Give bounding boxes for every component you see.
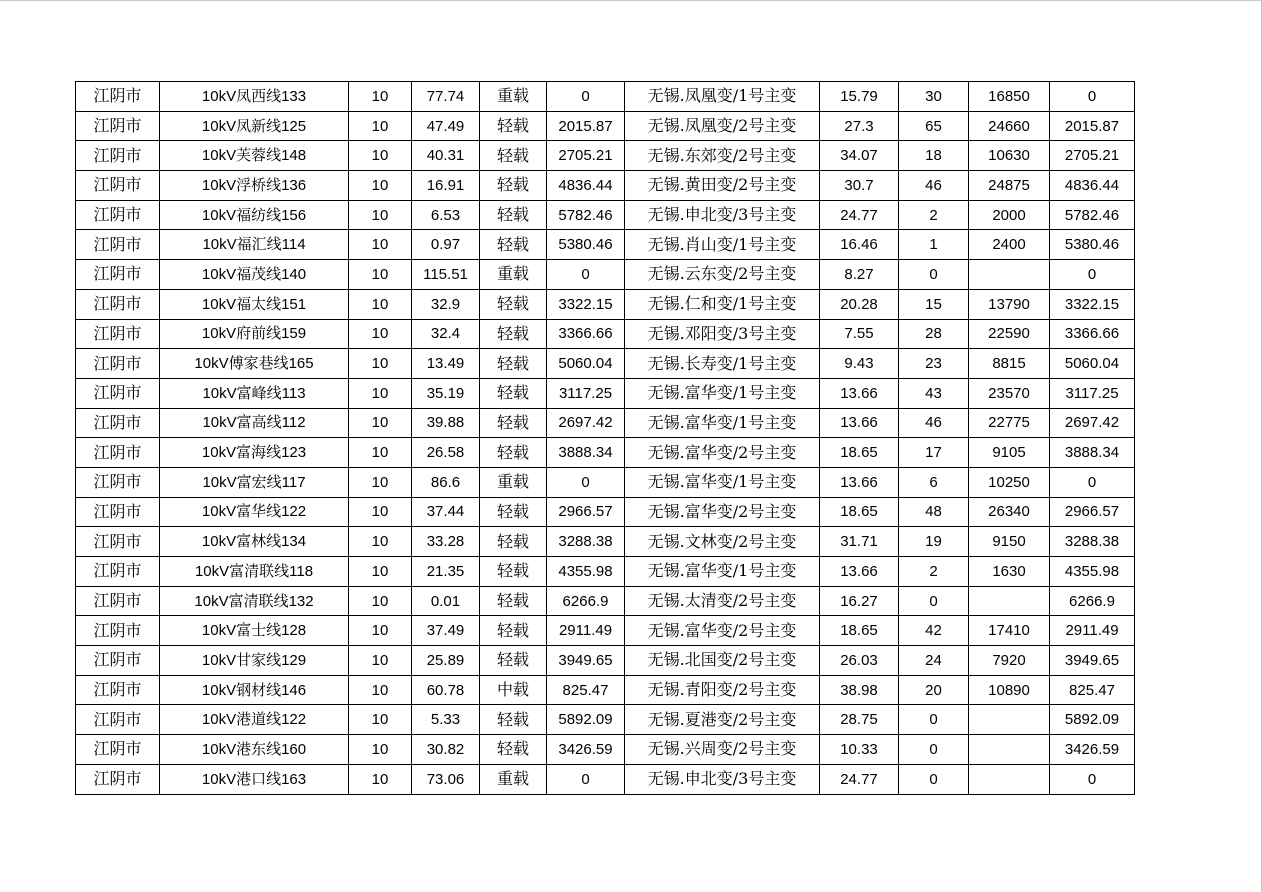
voltage-cell: 10 xyxy=(349,586,412,616)
transformer-load-rate-cell: 18.65 xyxy=(820,497,899,527)
user-count-cell: 1 xyxy=(899,230,969,260)
remaining-capacity-cell: 3322.15 xyxy=(1050,289,1135,319)
remaining-capacity-cell: 2015.87 xyxy=(1050,111,1135,141)
city-cell: 江阴市 xyxy=(76,111,160,141)
voltage-cell: 10 xyxy=(349,230,412,260)
load-status-cell: 中载 xyxy=(480,675,547,705)
capacity-cell: 16850 xyxy=(969,82,1050,112)
city-cell: 江阴市 xyxy=(76,616,160,646)
table-row xyxy=(76,764,1135,794)
user-count-cell: 28 xyxy=(899,319,969,349)
load-status-cell: 轻载 xyxy=(480,735,547,765)
remaining-capacity-cell: 6266.9 xyxy=(1050,586,1135,616)
voltage-cell: 10 xyxy=(349,111,412,141)
voltage-cell: 10 xyxy=(349,557,412,587)
transformer-load-rate-cell: 10.33 xyxy=(820,735,899,765)
remaining-capacity-cell: 3949.65 xyxy=(1050,646,1135,676)
user-count-cell: 24 xyxy=(899,646,969,676)
available-capacity-cell: 2015.87 xyxy=(547,111,625,141)
city-cell: 江阴市 xyxy=(76,349,160,379)
user-count-cell: 0 xyxy=(899,705,969,735)
line-name-cell: 10kV富宏线117 xyxy=(160,467,349,497)
line-name-cell: 10kV凤新线125 xyxy=(160,111,349,141)
city-cell: 江阴市 xyxy=(76,467,160,497)
capacity-cell: 23570 xyxy=(969,378,1050,408)
available-capacity-cell: 3426.59 xyxy=(547,735,625,765)
load-status-cell: 轻载 xyxy=(480,378,547,408)
transformer-cell: 无锡.申北变/3号主变 xyxy=(625,764,820,794)
user-count-cell: 48 xyxy=(899,497,969,527)
city-cell: 江阴市 xyxy=(76,438,160,468)
load-rate-cell: 35.19 xyxy=(412,378,480,408)
load-status-cell: 重载 xyxy=(480,764,547,794)
available-capacity-cell: 2966.57 xyxy=(547,497,625,527)
line-name-cell: 10kV港道线122 xyxy=(160,705,349,735)
transformer-load-rate-cell: 28.75 xyxy=(820,705,899,735)
voltage-cell: 10 xyxy=(349,735,412,765)
city-cell: 江阴市 xyxy=(76,289,160,319)
remaining-capacity-cell: 3117.25 xyxy=(1050,378,1135,408)
voltage-cell: 10 xyxy=(349,705,412,735)
table-row xyxy=(76,82,1135,112)
transformer-load-rate-cell: 18.65 xyxy=(820,438,899,468)
city-cell: 江阴市 xyxy=(76,527,160,557)
available-capacity-cell: 5380.46 xyxy=(547,230,625,260)
table-row xyxy=(76,735,1135,765)
voltage-cell: 10 xyxy=(349,349,412,379)
user-count-cell: 20 xyxy=(899,675,969,705)
transformer-cell: 无锡.文林变/2号主变 xyxy=(625,527,820,557)
transformer-load-rate-cell: 34.07 xyxy=(820,141,899,171)
available-capacity-cell: 3322.15 xyxy=(547,289,625,319)
remaining-capacity-cell: 3426.59 xyxy=(1050,735,1135,765)
user-count-cell: 0 xyxy=(899,260,969,290)
line-name-cell: 10kV福汇线114 xyxy=(160,230,349,260)
user-count-cell: 17 xyxy=(899,438,969,468)
line-name-cell: 10kV富林线134 xyxy=(160,527,349,557)
table-row xyxy=(76,141,1135,171)
available-capacity-cell: 0 xyxy=(547,82,625,112)
table-row xyxy=(76,557,1135,587)
table-row xyxy=(76,171,1135,201)
remaining-capacity-cell: 3366.66 xyxy=(1050,319,1135,349)
load-status-cell: 轻载 xyxy=(480,438,547,468)
user-count-cell: 0 xyxy=(899,586,969,616)
transformer-cell: 无锡.太清变/2号主变 xyxy=(625,586,820,616)
load-rate-cell: 77.74 xyxy=(412,82,480,112)
load-status-cell: 轻载 xyxy=(480,230,547,260)
load-status-cell: 轻载 xyxy=(480,497,547,527)
load-status-cell: 轻载 xyxy=(480,705,547,735)
transformer-load-rate-cell: 27.3 xyxy=(820,111,899,141)
city-cell: 江阴市 xyxy=(76,171,160,201)
table-row xyxy=(76,646,1135,676)
voltage-cell: 10 xyxy=(349,527,412,557)
voltage-cell: 10 xyxy=(349,82,412,112)
voltage-cell: 10 xyxy=(349,616,412,646)
city-cell: 江阴市 xyxy=(76,230,160,260)
transformer-load-rate-cell: 15.79 xyxy=(820,82,899,112)
user-count-cell: 0 xyxy=(899,735,969,765)
load-rate-cell: 73.06 xyxy=(412,764,480,794)
transformer-load-rate-cell: 20.28 xyxy=(820,289,899,319)
available-capacity-cell: 3949.65 xyxy=(547,646,625,676)
user-count-cell: 65 xyxy=(899,111,969,141)
capacity-cell: 10250 xyxy=(969,467,1050,497)
remaining-capacity-cell: 5892.09 xyxy=(1050,705,1135,735)
load-status-cell: 轻载 xyxy=(480,289,547,319)
transformer-load-rate-cell: 13.66 xyxy=(820,408,899,438)
available-capacity-cell: 4355.98 xyxy=(547,557,625,587)
table-row xyxy=(76,497,1135,527)
load-status-cell: 轻载 xyxy=(480,586,547,616)
capacity-cell xyxy=(969,260,1050,290)
capacity-cell: 1630 xyxy=(969,557,1050,587)
remaining-capacity-cell: 0 xyxy=(1050,82,1135,112)
transformer-cell: 无锡.仁和变/1号主变 xyxy=(625,289,820,319)
capacity-cell: 7920 xyxy=(969,646,1050,676)
capacity-cell xyxy=(969,735,1050,765)
user-count-cell: 46 xyxy=(899,408,969,438)
city-cell: 江阴市 xyxy=(76,319,160,349)
available-capacity-cell: 3288.38 xyxy=(547,527,625,557)
transformer-load-rate-cell: 24.77 xyxy=(820,764,899,794)
load-rate-cell: 32.4 xyxy=(412,319,480,349)
remaining-capacity-cell: 2966.57 xyxy=(1050,497,1135,527)
transformer-cell: 无锡.黄田变/2号主变 xyxy=(625,171,820,201)
load-rate-cell: 6.53 xyxy=(412,200,480,230)
transformer-load-rate-cell: 16.46 xyxy=(820,230,899,260)
user-count-cell: 30 xyxy=(899,82,969,112)
available-capacity-cell: 2697.42 xyxy=(547,408,625,438)
transformer-load-rate-cell: 38.98 xyxy=(820,675,899,705)
load-rate-cell: 25.89 xyxy=(412,646,480,676)
transformer-cell: 无锡.富华变/1号主变 xyxy=(625,467,820,497)
table-row xyxy=(76,705,1135,735)
available-capacity-cell: 2705.21 xyxy=(547,141,625,171)
capacity-cell: 2400 xyxy=(969,230,1050,260)
voltage-cell: 10 xyxy=(349,764,412,794)
available-capacity-cell: 4836.44 xyxy=(547,171,625,201)
user-count-cell: 6 xyxy=(899,467,969,497)
city-cell: 江阴市 xyxy=(76,378,160,408)
voltage-cell: 10 xyxy=(349,467,412,497)
table-row xyxy=(76,230,1135,260)
voltage-cell: 10 xyxy=(349,675,412,705)
transformer-cell: 无锡.邓阳变/3号主变 xyxy=(625,319,820,349)
table-row xyxy=(76,467,1135,497)
table-row xyxy=(76,260,1135,290)
load-rate-cell: 37.49 xyxy=(412,616,480,646)
capacity-cell xyxy=(969,764,1050,794)
line-name-cell: 10kV富士线128 xyxy=(160,616,349,646)
load-rate-cell: 33.28 xyxy=(412,527,480,557)
load-rate-cell: 37.44 xyxy=(412,497,480,527)
user-count-cell: 0 xyxy=(899,764,969,794)
load-rate-cell: 39.88 xyxy=(412,408,480,438)
user-count-cell: 2 xyxy=(899,200,969,230)
remaining-capacity-cell: 2911.49 xyxy=(1050,616,1135,646)
user-count-cell: 42 xyxy=(899,616,969,646)
remaining-capacity-cell: 3288.38 xyxy=(1050,527,1135,557)
voltage-cell: 10 xyxy=(349,171,412,201)
transformer-load-rate-cell: 30.7 xyxy=(820,171,899,201)
table-row xyxy=(76,408,1135,438)
user-count-cell: 43 xyxy=(899,378,969,408)
capacity-cell: 9105 xyxy=(969,438,1050,468)
load-rate-cell: 40.31 xyxy=(412,141,480,171)
capacity-cell xyxy=(969,586,1050,616)
user-count-cell: 15 xyxy=(899,289,969,319)
transformer-cell: 无锡.富华变/2号主变 xyxy=(625,616,820,646)
line-name-cell: 10kV福太线151 xyxy=(160,289,349,319)
load-status-cell: 轻载 xyxy=(480,141,547,171)
line-name-cell: 10kV富海线123 xyxy=(160,438,349,468)
load-status-cell: 重载 xyxy=(480,260,547,290)
user-count-cell: 18 xyxy=(899,141,969,171)
table-row xyxy=(76,200,1135,230)
table-body xyxy=(76,82,1135,795)
table-row xyxy=(76,616,1135,646)
load-rate-cell: 5.33 xyxy=(412,705,480,735)
remaining-capacity-cell: 0 xyxy=(1050,260,1135,290)
feeder-load-table xyxy=(75,81,1135,795)
transformer-cell: 无锡.凤凰变/2号主变 xyxy=(625,111,820,141)
line-name-cell: 10kV府前线159 xyxy=(160,319,349,349)
capacity-cell: 22590 xyxy=(969,319,1050,349)
available-capacity-cell: 825.47 xyxy=(547,675,625,705)
remaining-capacity-cell: 825.47 xyxy=(1050,675,1135,705)
available-capacity-cell: 5892.09 xyxy=(547,705,625,735)
table-row xyxy=(76,438,1135,468)
capacity-cell: 9150 xyxy=(969,527,1050,557)
load-rate-cell: 60.78 xyxy=(412,675,480,705)
load-status-cell: 重载 xyxy=(480,467,547,497)
line-name-cell: 10kV富峰线113 xyxy=(160,378,349,408)
user-count-cell: 19 xyxy=(899,527,969,557)
transformer-cell: 无锡.长寿变/1号主变 xyxy=(625,349,820,379)
capacity-cell: 24875 xyxy=(969,171,1050,201)
transformer-load-rate-cell: 13.66 xyxy=(820,467,899,497)
capacity-cell: 13790 xyxy=(969,289,1050,319)
transformer-cell: 无锡.富华变/1号主变 xyxy=(625,557,820,587)
transformer-cell: 无锡.夏港变/2号主变 xyxy=(625,705,820,735)
voltage-cell: 10 xyxy=(349,289,412,319)
capacity-cell: 10630 xyxy=(969,141,1050,171)
voltage-cell: 10 xyxy=(349,408,412,438)
city-cell: 江阴市 xyxy=(76,586,160,616)
voltage-cell: 10 xyxy=(349,438,412,468)
available-capacity-cell: 5782.46 xyxy=(547,200,625,230)
transformer-load-rate-cell: 18.65 xyxy=(820,616,899,646)
line-name-cell: 10kV富华线122 xyxy=(160,497,349,527)
transformer-load-rate-cell: 31.71 xyxy=(820,527,899,557)
voltage-cell: 10 xyxy=(349,319,412,349)
line-name-cell: 10kV富清联线132 xyxy=(160,586,349,616)
transformer-cell: 无锡.青阳变/2号主变 xyxy=(625,675,820,705)
load-rate-cell: 47.49 xyxy=(412,111,480,141)
city-cell: 江阴市 xyxy=(76,200,160,230)
remaining-capacity-cell: 4836.44 xyxy=(1050,171,1135,201)
available-capacity-cell: 3888.34 xyxy=(547,438,625,468)
remaining-capacity-cell: 0 xyxy=(1050,764,1135,794)
capacity-cell: 24660 xyxy=(969,111,1050,141)
remaining-capacity-cell: 3888.34 xyxy=(1050,438,1135,468)
transformer-load-rate-cell: 13.66 xyxy=(820,557,899,587)
load-rate-cell: 16.91 xyxy=(412,171,480,201)
line-name-cell: 10kV浮桥线136 xyxy=(160,171,349,201)
city-cell: 江阴市 xyxy=(76,497,160,527)
remaining-capacity-cell: 5060.04 xyxy=(1050,349,1135,379)
transformer-cell: 无锡.云东变/2号主变 xyxy=(625,260,820,290)
city-cell: 江阴市 xyxy=(76,675,160,705)
transformer-load-rate-cell: 9.43 xyxy=(820,349,899,379)
transformer-load-rate-cell: 16.27 xyxy=(820,586,899,616)
transformer-cell: 无锡.申北变/3号主变 xyxy=(625,200,820,230)
line-name-cell: 10kV福纺线156 xyxy=(160,200,349,230)
transformer-load-rate-cell: 8.27 xyxy=(820,260,899,290)
voltage-cell: 10 xyxy=(349,200,412,230)
available-capacity-cell: 0 xyxy=(547,260,625,290)
transformer-load-rate-cell: 13.66 xyxy=(820,378,899,408)
load-status-cell: 轻载 xyxy=(480,319,547,349)
line-name-cell: 10kV傅家巷线165 xyxy=(160,349,349,379)
load-rate-cell: 13.49 xyxy=(412,349,480,379)
transformer-cell: 无锡.凤凰变/1号主变 xyxy=(625,82,820,112)
load-rate-cell: 86.6 xyxy=(412,467,480,497)
remaining-capacity-cell: 5380.46 xyxy=(1050,230,1135,260)
city-cell: 江阴市 xyxy=(76,735,160,765)
line-name-cell: 10kV凤西线133 xyxy=(160,82,349,112)
line-name-cell: 10kV福茂线140 xyxy=(160,260,349,290)
line-name-cell: 10kV富高线112 xyxy=(160,408,349,438)
transformer-load-rate-cell: 26.03 xyxy=(820,646,899,676)
table-row xyxy=(76,586,1135,616)
city-cell: 江阴市 xyxy=(76,82,160,112)
transformer-cell: 无锡.肖山变/1号主变 xyxy=(625,230,820,260)
load-rate-cell: 21.35 xyxy=(412,557,480,587)
load-status-cell: 轻载 xyxy=(480,200,547,230)
transformer-cell: 无锡.富华变/2号主变 xyxy=(625,438,820,468)
table-row xyxy=(76,111,1135,141)
remaining-capacity-cell: 0 xyxy=(1050,467,1135,497)
remaining-capacity-cell: 4355.98 xyxy=(1050,557,1135,587)
voltage-cell: 10 xyxy=(349,646,412,676)
transformer-cell: 无锡.兴周变/2号主变 xyxy=(625,735,820,765)
capacity-cell xyxy=(969,705,1050,735)
capacity-cell: 10890 xyxy=(969,675,1050,705)
load-rate-cell: 115.51 xyxy=(412,260,480,290)
available-capacity-cell: 2911.49 xyxy=(547,616,625,646)
load-status-cell: 轻载 xyxy=(480,111,547,141)
city-cell: 江阴市 xyxy=(76,557,160,587)
line-name-cell: 10kV甘家线129 xyxy=(160,646,349,676)
capacity-cell: 22775 xyxy=(969,408,1050,438)
transformer-load-rate-cell: 7.55 xyxy=(820,319,899,349)
load-status-cell: 轻载 xyxy=(480,616,547,646)
remaining-capacity-cell: 5782.46 xyxy=(1050,200,1135,230)
load-status-cell: 重载 xyxy=(480,82,547,112)
available-capacity-cell: 5060.04 xyxy=(547,349,625,379)
voltage-cell: 10 xyxy=(349,141,412,171)
available-capacity-cell: 3366.66 xyxy=(547,319,625,349)
load-status-cell: 轻载 xyxy=(480,646,547,676)
table-row xyxy=(76,378,1135,408)
load-rate-cell: 0.01 xyxy=(412,586,480,616)
city-cell: 江阴市 xyxy=(76,408,160,438)
line-name-cell: 10kV钢材线146 xyxy=(160,675,349,705)
line-name-cell: 10kV富清联线118 xyxy=(160,557,349,587)
city-cell: 江阴市 xyxy=(76,260,160,290)
table-row xyxy=(76,349,1135,379)
table-row xyxy=(76,675,1135,705)
table-row xyxy=(76,319,1135,349)
line-name-cell: 10kV港口线163 xyxy=(160,764,349,794)
load-status-cell: 轻载 xyxy=(480,349,547,379)
transformer-cell: 无锡.东郊变/2号主变 xyxy=(625,141,820,171)
load-rate-cell: 30.82 xyxy=(412,735,480,765)
voltage-cell: 10 xyxy=(349,497,412,527)
load-status-cell: 轻载 xyxy=(480,557,547,587)
capacity-cell: 26340 xyxy=(969,497,1050,527)
line-name-cell: 10kV港东线160 xyxy=(160,735,349,765)
load-status-cell: 轻载 xyxy=(480,171,547,201)
user-count-cell: 46 xyxy=(899,171,969,201)
load-rate-cell: 26.58 xyxy=(412,438,480,468)
transformer-load-rate-cell: 24.77 xyxy=(820,200,899,230)
available-capacity-cell: 3117.25 xyxy=(547,378,625,408)
line-name-cell: 10kV芙蓉线148 xyxy=(160,141,349,171)
city-cell: 江阴市 xyxy=(76,141,160,171)
available-capacity-cell: 6266.9 xyxy=(547,586,625,616)
user-count-cell: 23 xyxy=(899,349,969,379)
remaining-capacity-cell: 2697.42 xyxy=(1050,408,1135,438)
load-rate-cell: 0.97 xyxy=(412,230,480,260)
city-cell: 江阴市 xyxy=(76,764,160,794)
transformer-cell: 无锡.富华变/2号主变 xyxy=(625,497,820,527)
transformer-cell: 无锡.富华变/1号主变 xyxy=(625,378,820,408)
remaining-capacity-cell: 2705.21 xyxy=(1050,141,1135,171)
voltage-cell: 10 xyxy=(349,260,412,290)
load-rate-cell: 32.9 xyxy=(412,289,480,319)
city-cell: 江阴市 xyxy=(76,646,160,676)
capacity-cell: 2000 xyxy=(969,200,1050,230)
load-status-cell: 轻载 xyxy=(480,408,547,438)
city-cell: 江阴市 xyxy=(76,705,160,735)
transformer-cell: 无锡.富华变/1号主变 xyxy=(625,408,820,438)
table-row xyxy=(76,527,1135,557)
table-row xyxy=(76,289,1135,319)
user-count-cell: 2 xyxy=(899,557,969,587)
voltage-cell: 10 xyxy=(349,378,412,408)
available-capacity-cell: 0 xyxy=(547,764,625,794)
transformer-cell: 无锡.北国变/2号主变 xyxy=(625,646,820,676)
available-capacity-cell: 0 xyxy=(547,467,625,497)
load-status-cell: 轻载 xyxy=(480,527,547,557)
capacity-cell: 8815 xyxy=(969,349,1050,379)
capacity-cell: 17410 xyxy=(969,616,1050,646)
